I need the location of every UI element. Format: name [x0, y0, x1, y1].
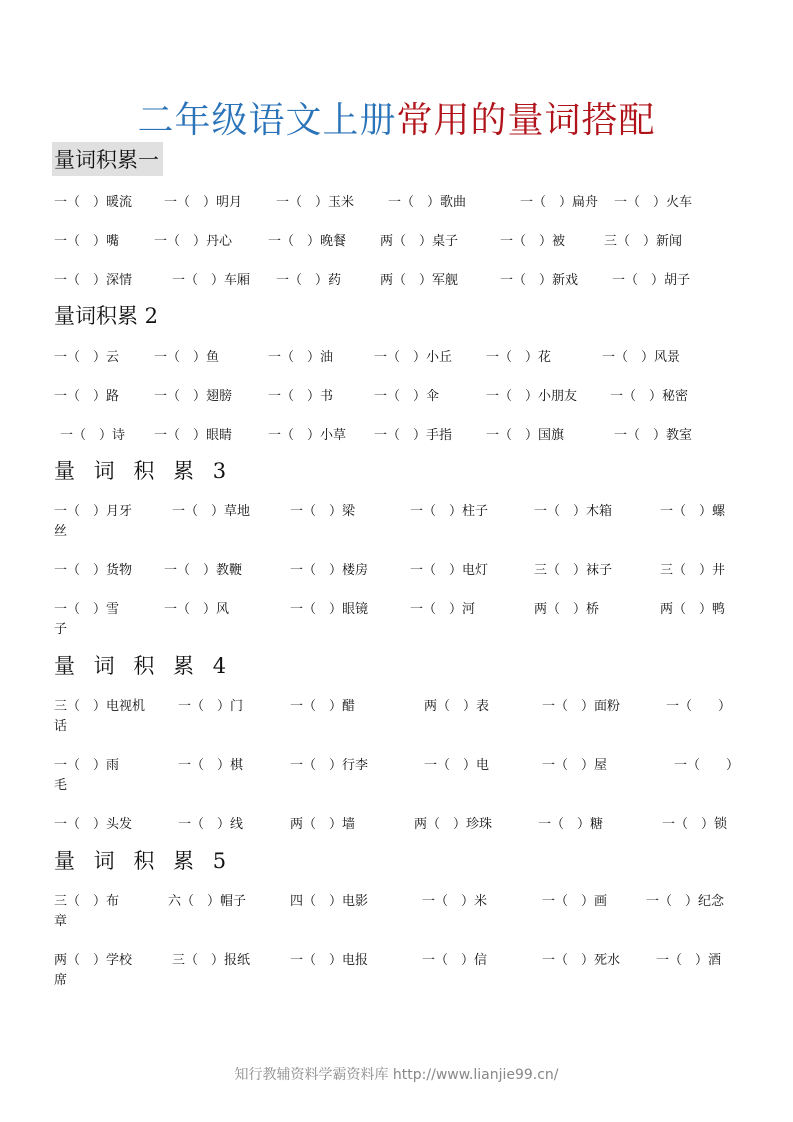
fill-blank-item: 一（ ）扁舟: [520, 195, 599, 210]
section-heading-2: 量词积累 2: [54, 304, 159, 328]
fill-blank-item: 一（ ）画: [542, 894, 608, 909]
exercise-row: [54, 387, 744, 427]
fill-blank-item: 一（ ）信: [422, 953, 488, 968]
fill-blank-item: 一（ ）花: [486, 350, 552, 365]
fill-blank-item: 一（ ）胡子: [612, 273, 691, 288]
fill-blank-item: 一（ ）秘密: [610, 389, 689, 404]
fill-blank-item: 一（ ）眼镜: [290, 602, 369, 617]
fill-blank-item: 一（ ）新戏: [500, 273, 579, 288]
fill-blank-item: 一（ ）行李: [290, 758, 369, 773]
fill-blank-item: 一（ ）车厢: [172, 273, 251, 288]
fill-blank-item: 一（ ）纪念: [646, 894, 725, 909]
fill-blank-item: 两（ ）表: [424, 699, 490, 714]
fill-blank-item: 三（ ）电视机: [54, 699, 146, 714]
wrapped-text: 章: [54, 914, 68, 929]
fill-blank-item: 一（ ）月牙: [54, 504, 133, 519]
fill-blank-item: 一（ ）翅膀: [154, 389, 233, 404]
fill-blank-item: 一（ ）酒: [656, 953, 722, 968]
fill-blank-item: 一（ ）草地: [172, 504, 251, 519]
fill-blank-item: 一（ ）棋: [178, 758, 244, 773]
fill-blank-item: 一（ ）油: [268, 350, 334, 365]
fill-blank-item: 一（ ）锁: [662, 817, 728, 832]
fill-blank-item: 一（ ）醋: [290, 699, 356, 714]
fill-blank-item: 一（ ）被: [500, 234, 566, 249]
fill-blank-item: 一（ ）教室: [614, 428, 693, 443]
fill-blank-item: 一（ ）云: [54, 350, 120, 365]
fill-blank-item: 两（ ）鸭: [660, 602, 726, 617]
fill-blank-item: 一（ ）死水: [542, 953, 621, 968]
fill-blank-item: 一（ ）面粉: [542, 699, 621, 714]
fill-blank-item: 三（ ）报纸: [172, 953, 251, 968]
fill-blank-item: 两（ ）桌子: [380, 234, 459, 249]
fill-blank-item: 一（ ）木箱: [534, 504, 613, 519]
fill-blank-item: 两（ ）军舰: [380, 273, 459, 288]
fill-blank-item: 一（ ）教鞭: [164, 563, 243, 578]
wrapped-text: 席: [54, 973, 68, 988]
exercise-row: [54, 348, 744, 388]
fill-blank-item: 一（ ）眼睛: [154, 428, 233, 443]
fill-blank-item: 一（ ）明月: [164, 195, 243, 210]
fill-blank-item: 一（ ）诗: [60, 428, 126, 443]
fill-blank-item: 一（ ）小草: [268, 428, 347, 443]
exercise-row: [54, 561, 744, 601]
exercise-row: [54, 697, 744, 737]
fill-blank-item: 三（ ）井: [660, 563, 726, 578]
fill-blank-item: 一（ ）药: [276, 273, 342, 288]
fill-blank-item: 一（ ）伞: [374, 389, 440, 404]
fill-blank-item: 一（ ）路: [54, 389, 120, 404]
fill-blank-item: 一（ ）: [674, 758, 740, 773]
fill-blank-item: 一（ ）电报: [290, 953, 369, 968]
fill-blank-item: 一（ ）糖: [538, 817, 604, 832]
fill-blank-item: 一（ ）丹心: [154, 234, 233, 249]
fill-blank-item: 一（ ）屋: [542, 758, 608, 773]
title-part-blue: 二年级语文上册: [137, 100, 397, 141]
fill-blank-item: 一（ ）: [666, 699, 732, 714]
wrapped-text: 话: [54, 719, 68, 734]
exercise-row: [54, 892, 744, 932]
fill-blank-item: 一（ ）国旗: [486, 428, 565, 443]
fill-blank-item: 一（ ）小朋友: [486, 389, 578, 404]
fill-blank-item: 一（ ）暖流: [54, 195, 133, 210]
fill-blank-item: 一（ ）梁: [290, 504, 356, 519]
title-part-red: 常用的量词搭配: [396, 100, 656, 141]
fill-blank-item: 一（ ）晚餐: [268, 234, 347, 249]
fill-blank-item: 一（ ）深情: [54, 273, 133, 288]
fill-blank-item: 一（ ）歌曲: [388, 195, 467, 210]
fill-blank-item: 一（ ）电: [424, 758, 490, 773]
fill-blank-item: 一（ ）雪: [54, 602, 120, 617]
fill-blank-item: 一（ ）玉米: [276, 195, 355, 210]
fill-blank-item: 四（ ）电影: [290, 894, 369, 909]
exercise-row: [54, 193, 744, 233]
exercise-row: [54, 600, 744, 640]
fill-blank-item: 一（ ）手指: [374, 428, 453, 443]
page-title: [0, 92, 793, 143]
fill-blank-item: 三（ ）新闻: [604, 234, 683, 249]
fill-blank-item: 两（ ）学校: [54, 953, 133, 968]
fill-blank-item: 一（ ）嘴: [54, 234, 120, 249]
wrapped-text: 丝: [54, 524, 68, 539]
fill-blank-item: 三（ ）布: [54, 894, 120, 909]
fill-blank-item: 一（ ）米: [422, 894, 488, 909]
section-heading-3: 量 词 积 累 3: [54, 459, 233, 483]
fill-blank-item: 一（ ）螺: [660, 504, 726, 519]
exercise-row: [54, 756, 744, 796]
fill-blank-item: 一（ ）货物: [54, 563, 133, 578]
fill-blank-item: 六（ ）帽子: [168, 894, 247, 909]
fill-blank-item: 两（ ）桥: [534, 602, 600, 617]
fill-blank-item: 一（ ）门: [178, 699, 244, 714]
fill-blank-item: 一（ ）风: [164, 602, 230, 617]
fill-blank-item: 一（ ）电灯: [410, 563, 489, 578]
fill-blank-item: 一（ ）小丘: [374, 350, 453, 365]
fill-blank-item: 一（ ）楼房: [290, 563, 369, 578]
section-heading-5: 量 词 积 累 5: [54, 849, 233, 873]
exercise-row: [54, 502, 744, 542]
exercise-row: [54, 232, 744, 272]
wrapped-text: 毛: [54, 778, 68, 793]
wrapped-text: 子: [54, 622, 68, 637]
fill-blank-item: 两（ ）墙: [290, 817, 356, 832]
fill-blank-item: 一（ ）书: [268, 389, 334, 404]
section-heading-1: 量词积累一: [52, 142, 163, 176]
footer-watermark: 知行教辅资料学霸资料库 http://www.lianjie99.cn/: [234, 1067, 559, 1083]
fill-blank-item: 两（ ）珍珠: [414, 817, 493, 832]
fill-blank-item: 一（ ）线: [178, 817, 244, 832]
fill-blank-item: 一（ ）柱子: [410, 504, 489, 519]
fill-blank-item: 一（ ）河: [410, 602, 476, 617]
fill-blank-item: 一（ ）雨: [54, 758, 120, 773]
fill-blank-item: 一（ ）风景: [602, 350, 681, 365]
fill-blank-item: 三（ ）袜子: [534, 563, 613, 578]
section-heading-4: 量 词 积 累 4: [54, 654, 233, 678]
fill-blank-item: 一（ ）鱼: [154, 350, 220, 365]
fill-blank-item: 一（ ）火车: [614, 195, 693, 210]
exercise-row: [54, 951, 744, 991]
fill-blank-item: 一（ ）头发: [54, 817, 133, 832]
